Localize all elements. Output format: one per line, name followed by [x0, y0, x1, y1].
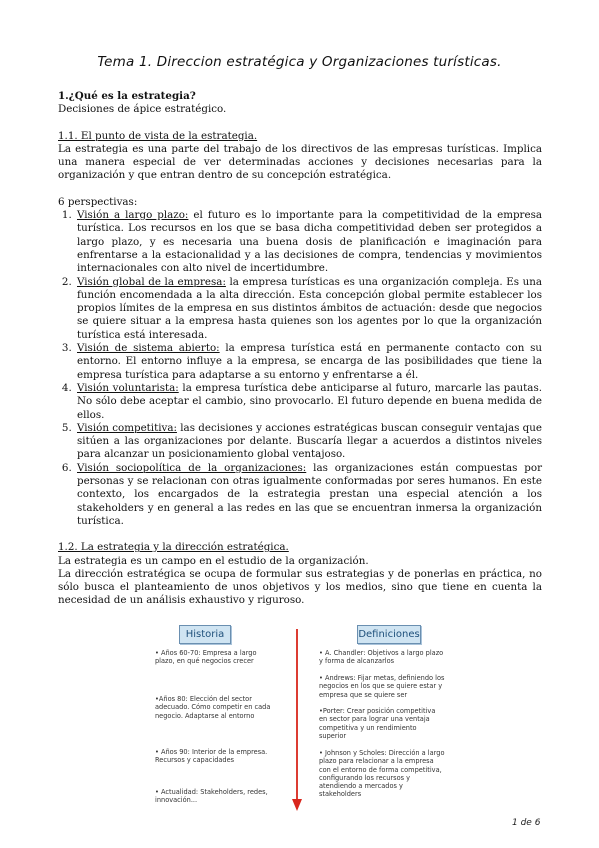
perspective-term: Visión de sistema abierto: — [77, 342, 220, 355]
perspective-text: el futuro es lo importante para la competitividad de la empresa turística. Los recursos en los que se basa dicha competitividad deben ser protegidos a largo plazo, y es necesaria una buena dosis de planificación e imaginación para enfrentarse a la estacionalidad y a las decisiones de compra, tendencias y movimientos internacionales con alto nivel de incertidumbre. — [77, 209, 542, 275]
section-1-2-heading: 1.2. La estrategia y la dirección estratégica. — [58, 541, 289, 554]
historia-item: • Actualidad: Stakeholders, redes, innovación... — [155, 788, 268, 805]
strategy-diagram — [143, 625, 453, 815]
perspective-text: la empresa turística debe anticiparse al futuro, marcarle las pautas. No sólo debe aceptar el cambio, sino provocarlo. El futuro depende en buena medida de ellos. — [77, 381, 543, 421]
page-number: 1 de 6 — [512, 818, 541, 828]
perspective-term: Visión voluntarista: — [77, 381, 179, 394]
section-1-2-p1: La estrategia es un campo en el estudio de la organización. — [58, 554, 369, 567]
perspective-term: Visión a largo plazo: — [77, 209, 189, 222]
section-1-heading: 1.¿Qué es la estrategia? — [58, 90, 196, 102]
perspective-item — [75, 276, 542, 342]
section-1-2-p2: La dirección estratégica se ocupa de formular sus estrategias y de ponerlas en práctica, no sólo busca el planteamiento de unos objetivos y los medios, sino que tiene en cuenta la necesidad de un análisis exhaustivo y riguroso. — [58, 567, 542, 607]
definiciones-header: Definiciones — [357, 625, 421, 644]
perspective-item — [75, 462, 542, 528]
definicion-item: • Johnson y Scholes: Dirección a largo plazo para relacionar a la empresa con el entorno de forma competitiva, configurando los recursos y atendiendo a mercados y stakeholders — [319, 749, 445, 799]
section-1-1-heading: 1.1. El punto de vista de la estrategia. — [58, 129, 258, 142]
definicion-item: •Porter: Crear posición competitiva en sector para lograr una ventaja competitiva y un rendimiento superior — [319, 707, 436, 740]
perspective-item — [75, 422, 542, 462]
perspective-text: las decisiones y acciones estratégicas buscan conseguir ventajas que sitúen a las organizaciones por delante. Buscaría llegar a acuerdos a distintos niveles para alcanzar un posicionamiento global ventajoso. — [77, 421, 542, 461]
section-1-1-text: La estrategia es una parte del trabajo de los directivos de las empresas turísticas. Implica una manera especial de ver determinadas acciones y decisiones necesarias para la organización y que entran dentro de su concepción estratégica. — [58, 142, 542, 182]
perspective-term: Visión global de la empresa: — [77, 275, 226, 288]
document-body — [58, 90, 542, 608]
perspective-item — [75, 209, 542, 275]
historia-item: • Años 60-70: Empresa a largo plazo, en qué negocios crecer — [155, 649, 257, 666]
perspective-text: la empresa turísticas es una organización compleja. Es una función encomendada a la alta dirección. Esta concepción global permite establecer los propios límites de la empresa en sus distintos ámbitos de actuación: desde que negocios se quiere situar a la empresa hasta quienes son los agentes por lo que la organización turística está interesada. — [77, 275, 542, 341]
document-title: Tema 1. Direccion estratégica y Organizaciones turísticas. — [97, 54, 502, 70]
definicion-item: • A. Chandler: Objetivos a largo plazo y forma de alcanzarlos — [319, 649, 444, 666]
definicion-item: • Andrews: Fijar metas, definiendo los negocios en los que se quiere estar y empresa que se quiere ser — [319, 674, 445, 699]
perspective-text: las organizaciones están compuestas por personas y se relacionan con otras igualmente conformadas por seres humanos. En este contexto, los encargados de la estrategia prestan una especial atención a los stakeholders y en general a las redes en las que se encuentran inmersa la organización turística. — [77, 461, 543, 527]
historia-item: •Años 80: Elección del sector adecuado. Cómo competir en cada negocio. Adaptarse al entorno — [155, 695, 271, 720]
perspective-text: la empresa turística está en permanente contacto con su entorno. El entorno influye a la empresa, se encarga de las posibilidades que tiene la empresa turística para adaptarse a su entorno y enfrentarse a él. — [77, 342, 542, 381]
perspective-item — [75, 342, 542, 382]
timeline-arrow-icon — [291, 629, 303, 813]
section-1-subtitle: Decisiones de ápice estratégico. — [58, 103, 227, 116]
perspectives-list — [58, 209, 542, 528]
perspective-item — [75, 382, 542, 422]
historia-item: • Años 90: Interior de la empresa. Recursos y capacidades — [155, 748, 268, 765]
historia-header: Historia — [179, 625, 231, 644]
perspectives-intro: 6 perspectivas: — [58, 195, 138, 208]
perspective-term: Visión sociopolítica de la organizaciones: — [77, 461, 307, 474]
perspective-term: Visión competitiva: — [77, 421, 177, 434]
